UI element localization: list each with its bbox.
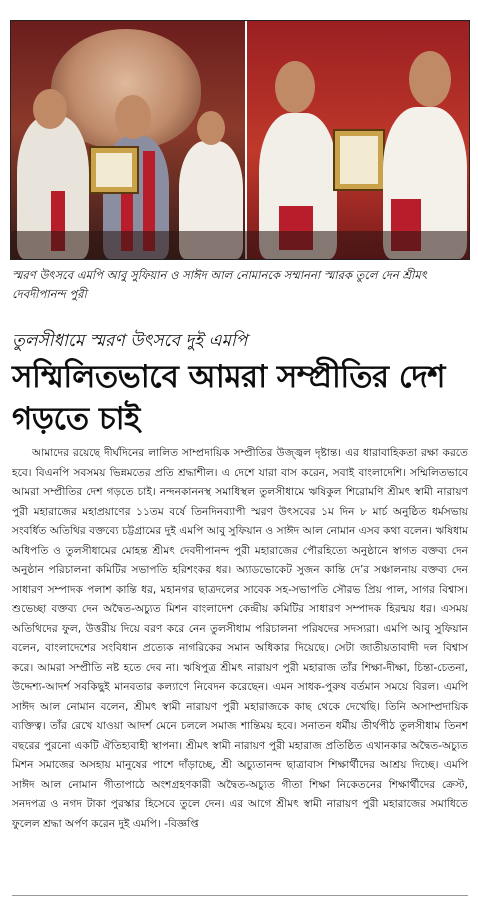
article-body: আমাদের রয়েছে দীর্ঘদিনের লালিত সাম্প্রদায়িক সম্প্রীতির উজ্জ্বল দৃষ্টান্ত। এর ধারাবাহিকতা রক্ষা করতে হবে। বিএনপি সবসময় ভিন্নমতের প্রতি শ্রদ্ধাশীল। এ দেশে যারা বাস করেন, সবাই বাংলাদেশি। সম্মিলিতভাবে আমরা সম্প্রীতির দেশ গড়তে চাই। নন্দনকাননস্থ সমাধিস্থল তুলসীধামে ঋষিকুল শিরোমণি শ্রীমৎ স্বামী নারায়ণ পুরী মহারাজের মহাপ্রয়াণের ১১তম বর্ষে তিনদিনব্যাপী স্মরণ উৎসবের ১ম দিন ৮ মার্চ অনুষ্ঠিত ধর্মসভায় সংবর্ধিত অতিথির বক্তব্যে চট্টগ্রামের দুই এমপি আবু সুফিয়ান ও সাঈদ আল নোমান এসব কথা বলেন। ঋষিধাম অধিপতি ও তুলসীধামের মোহন্ত শ্রীমৎ দেবদীপানন্দ পুরী মহারাজের পৌরহিত্যে অনুষ্ঠানে স্বাগত বক্তব্য দেন অনুষ্ঠান পরিচালনা কমিটির সভাপতি হরিশংকর ধর। অ্যাডভোকেট সুজন কান্তি দে’র সঞ্চালনায় বক্তব্য দেন সাধারণ সম্পাদক পলাশ কান্তি ধর, মহানগর ছাত্রদলের সাবেক সহ-সভাপতি সৌরভ প্রিয় পাল, সাগর বিশ্বাস। শুভেচ্ছা বক্তব্য দেন অদ্বৈত-অচ্যুত মিশন বাংলাদেশ কেন্দ্রীয় কমিটির সাধারণ সম্পাদক হিরন্ময় ধর। এসময় অতিথিদের ফুল, উত্তরীয় দিয়ে বরণ করে নেন তুলসীধাম পরিচালনা পরিষদের সদস্যরা। এমপি আবু সুফিয়ান বলেন, বাংলাদেশের সংবিধান প্রত্যেক নাগরিকের সমান অধিকার দিয়েছে। সেটা জাতীয়তাবাদী দল বিশ্বাস করে। আমরা সম্প্রীতি নষ্ট হতে দেব না। ঋষিপুত্র শ্রীমৎ নারায়ণ পুরী মহারাজ তাঁর শিক্ষা-দীক্ষা, চিন্তা-চেতনা, উদ্দেশ্য-আদর্শ সবকিছুই মানবতার কল্যাণে নিবেদন করেছেন। এমন সাধক-পুরুষ বর্তমান সময়ে বিরল। এমপি সাঈদ আল নোমান বলেন, শ্রীমৎ স্বামী নারায়ণ পুরী মহারাজকে কাছ থেকে দেখেছি। তিনি অসাম্প্রদায়িক ব্যক্তিত্ব। তাঁর রেখে যাওয়া আদর্শ মেনে চললে সমাজ শান্তিময় হবে। সনাতন ধর্মীয় তীর্থপীঠ তুলসীধাম তিনশ বছরের পুরনো একটি ঐতিহ্যবাহী স্থাপনা। শ্রীমৎ স্বামী নারায়ণ পুরী মহারাজ প্রতিষ্ঠিত এখানকার অদ্বৈত-অচ্যুত মিশন সমাজের অসহায় মানুষের পাশে দাঁড়াচ্ছে, শ্রী অচ্যুতানন্দ ছাত্রাবাস শিক্ষার্থীদের আশ্রয় দিচ্ছে। এমপি সাঈদ আল নোমান গীতাপাঠে অংশগ্রহণকারী অদ্বৈত-অচ্যুত গীতা শিক্ষা নিকেতনের শিক্ষার্থীদের ক্রেস্ট, সনদপত্র ও নগদ টাকা পুরস্কার হিসেবে তুলে দেন। এর আগে শ্রীমৎ স্বামী নারায়ণ পুরী মহারাজের সমাধিতে ফুলেল শ্রদ্ধা অর্পণ করেন দুই এমপি। -বিজ্ঞপ্তি xyxy=(12,447,468,830)
event-photo xyxy=(10,20,470,260)
person-left-2-head xyxy=(115,95,151,139)
bottom-rule xyxy=(12,895,468,896)
photo-caption: স্মরণ উৎসবে এমপি আবু সুফিয়ান ও সাঈদ আল নোমানকে সম্মাননা স্মারক তুলে দেন শ্রীমৎ দেবদীপানন্দ পুরী xyxy=(12,268,427,301)
award-frame-left xyxy=(89,146,139,194)
person-left-3-head xyxy=(197,111,225,145)
kicker-headline: তুলসীধামে স্মরণ উৎসবে দুই এমপি xyxy=(12,331,248,351)
stage-floor xyxy=(11,231,469,259)
award-frame-right xyxy=(333,129,385,191)
person-right-2-head xyxy=(409,51,451,107)
person-right-1-head xyxy=(275,61,315,113)
main-headline: সম্মিলিতভাবে আমরা সম্প্রীতির দেশ গড়তে চাই xyxy=(12,359,446,437)
person-left-1-head xyxy=(33,89,67,129)
